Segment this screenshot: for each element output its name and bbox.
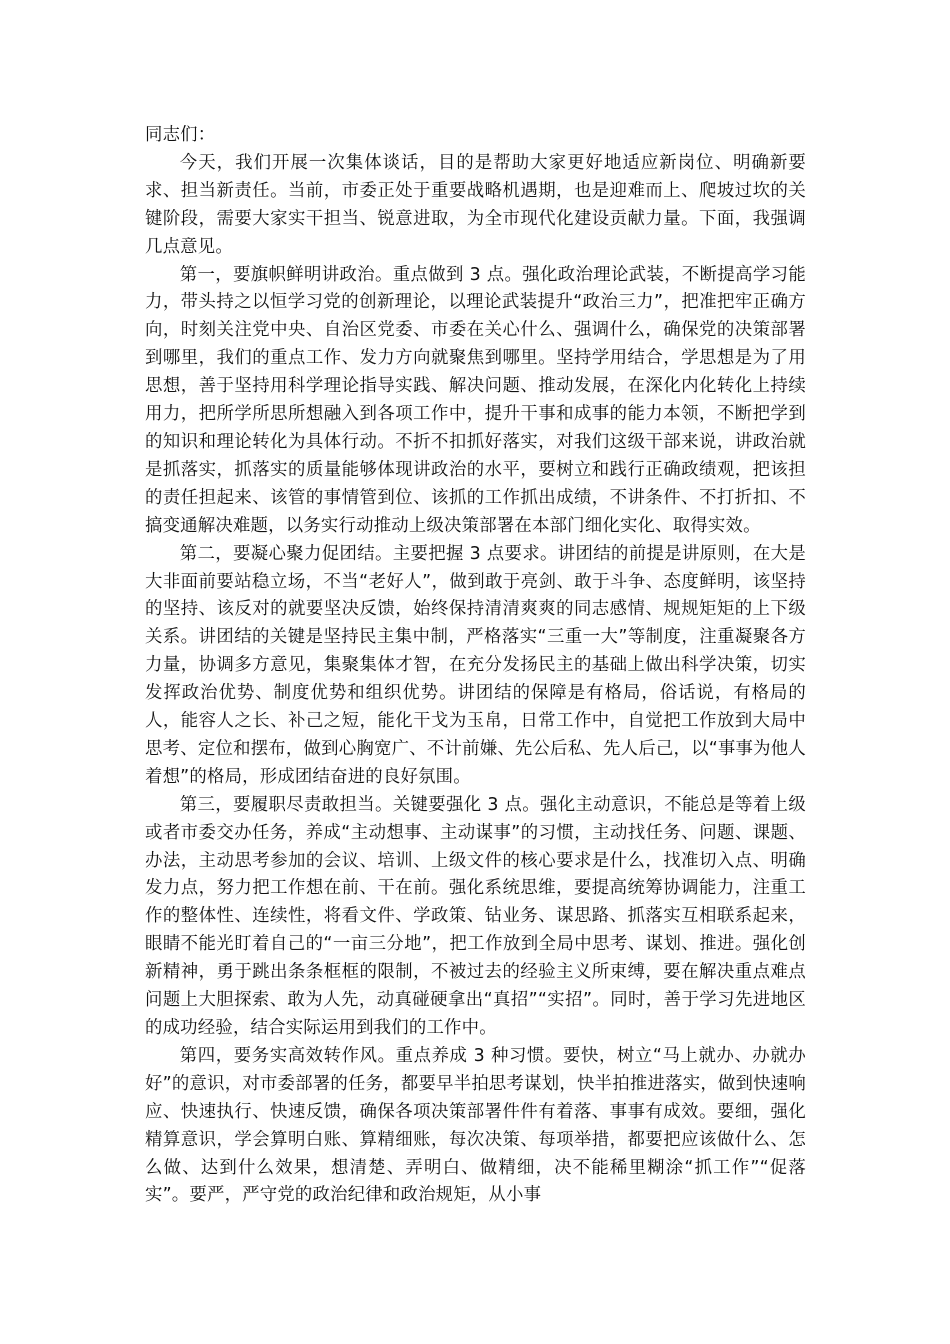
paragraph-fourth-point: 第四，要务实高效转作风。重点养成 3 种习惯。要快，树立“马上就办、办就办好”的意识，对市委部署的任务，都要早半拍思考谋划，快半拍推进落实，做到快速响应、快速执行、快速反馈，确保各项决策部署件件有着落、事事有成效。要细，强化精算意识，学会算明白账、算精细账，每次决策、每项举措，都要把应该做什么、怎么做、达到什么效果，想清楚、弄明白、做精细，决不能稀里糊涂“抓工作”“促落实”。要严，严守党的政治纪律和政治规矩，从小事 xyxy=(145,1045,806,1206)
paragraph-second-point: 第二，要凝心聚力促团结。主要把握 3 点要求。讲团结的前提是讲原则，在大是大非面前要站稳立场，不当“老好人”，做到敢于亮剑、敢于斗争、态度鲜明，该坚持的坚持、该反对的就要坚决反馈，始终保持清清爽爽的同志感情、规规矩矩的上下级关系。讲团结的关键是坚持民主集中制，严格落实“三重一大”等制度，注重凝聚各方力量，协调多方意见，集聚集体才智，在充分发扬民主的基础上做出科学决策，切实发挥政治优势、制度优势和组织优势。讲团结的保障是有格局，俗话说，有格局的人，能容人之长、补己之短，能化干戈为玉帛，日常工作中，自觉把工作放到大局中思考、定位和摆布，做到心胸宽广、不计前嫌、先公后私、先人后己，以“事事为他人着想”的格局，形成团结奋进的良好氛围。 xyxy=(145,543,806,787)
greeting: 同志们： xyxy=(145,125,216,145)
document-body xyxy=(145,122,806,1210)
paragraph-first-point: 第一，要旗帜鲜明讲政治。重点做到 3 点。强化政治理论武装，不断提高学习能力，带头持之以恒学习党的创新理论，以理论武装提升“政治三力”，把准把牢正确方向，时刻关注党中央、自治区党委、市委在关心什么、强调什么，确保党的决策部署到哪里，我们的重点工作、发力方向就聚焦到哪里。坚持学用结合，学思想是为了用思想，善于坚持用科学理论指导实践、解决问题、推动发展，在深化内化转化上持续用力，把所学所思所想融入到各项工作中，提升干事和成事的能力本领，不断把学到的知识和理论转化为具体行动。不折不扣抓好落实，对我们这级干部来说，讲政治就是抓落实，抓落实的质量能够体现讲政治的水平，要树立和践行正确政绩观，把该担的责任担起来、该管的事情管到位、该抓的工作抓出成绩，不讲条件、不打折扣、不搞变通解决难题，以务实行动推动上级决策部署在本部门细化实化、取得实效。 xyxy=(145,264,806,536)
paragraph-third-point: 第三，要履职尽责敢担当。关键要强化 3 点。强化主动意识，不能总是等着上级或者市委交办任务，养成“主动想事、主动谋事”的习惯，主动找任务、问题、课题、办法，主动思考参加的会议、培训、上级文件的核心要求是什么，找准切入点、明确发力点，努力把工作想在前、干在前。强化系统思维，要提高统筹协调能力，注重工作的整体性、连续性，将看文件、学政策、钻业务、谋思路、抓落实互相联系起来，眼睛不能光盯着自己的“一亩三分地”，把工作放到全局中思考、谋划、推进。强化创新精神，勇于跳出条条框框的限制，不被过去的经验主义所束缚，要在解决重点难点问题上大胆探索、敢为人先，动真碰硬拿出“真招”“实招”。同时，善于学习先进地区的成功经验，结合实际运用到我们的工作中。 xyxy=(145,794,806,1038)
paragraph-intro: 今天，我们开展一次集体谈话，目的是帮助大家更好地适应新岗位、明确新要求、担当新责任。当前，市委正处于重要战略机遇期，也是迎难而上、爬坡过坎的关键阶段，需要大家实干担当、锐意进取，为全市现代化建设贡献力量。下面，我强调几点意见。 xyxy=(145,152,806,257)
